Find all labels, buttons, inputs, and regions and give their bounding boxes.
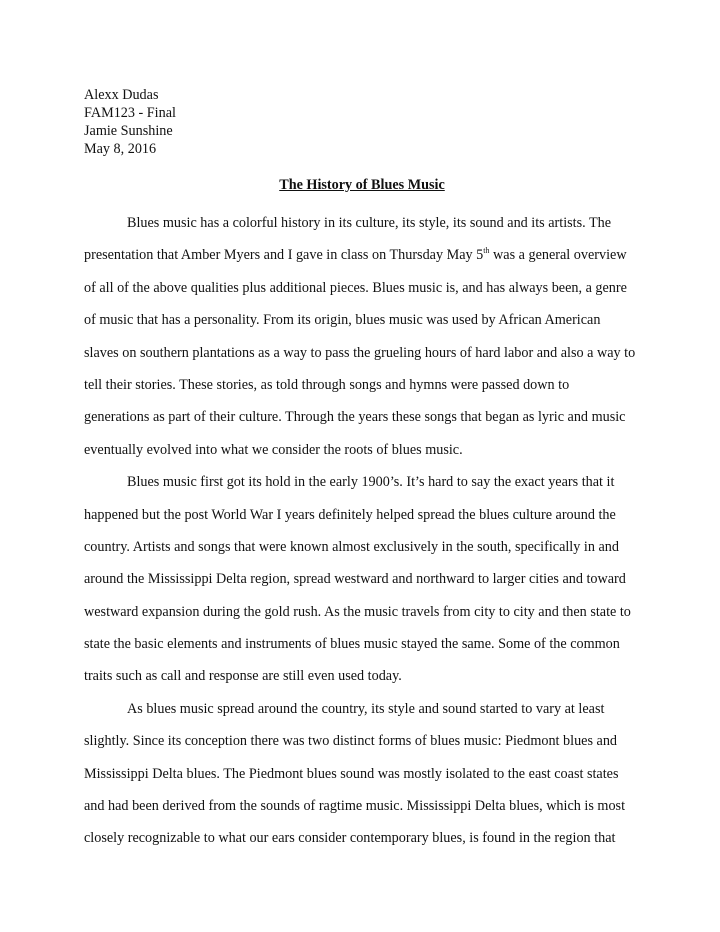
course-name: FAM123 - Final [84, 105, 176, 121]
paragraph-line: and had been derived from the sounds of ragtime music. Mississippi Delta blues, which is most [84, 798, 626, 815]
superscript: th [483, 246, 490, 256]
paragraph-line: of all of the above qualities plus additional pieces. Blues music is, and has always been, a genre [84, 279, 627, 296]
document-page [84, 86, 640, 855]
paragraph-line: Blues music has a colorful history in its culture, its style, its sound and its artists. The [127, 215, 612, 231]
paragraph-line: eventually evolved into what we consider the roots of blues music. [84, 441, 463, 458]
paragraph-line: traits such as call and response are still even used today. [84, 668, 402, 685]
paragraph-line: of music that has a personality. From its origin, blues music was used by African American [84, 312, 601, 329]
text-span: presentation that Amber Myers and I gave in class on Thursday May 5 [84, 247, 484, 264]
paragraph-line: westward expansion during the gold rush. As the music travels from city to city and then state to [84, 603, 631, 620]
paragraph-1 [84, 207, 640, 466]
paragraph-line: happened but the post World War I years definitely helped spread the blues culture around the [84, 506, 616, 523]
paragraph-line: country. Artists and songs that were known almost exclusively in the south, specifically in and [84, 538, 619, 555]
paragraph-line: slightly. Since its conception there was two distinct forms of blues music: Piedmont blues and [84, 733, 618, 750]
paragraph-line: state the basic elements and instruments of blues music stayed the same. Some of the common [84, 636, 620, 653]
paragraph-line: slaves on southern plantations as a way to pass the grueling hours of hard labor and also a way to [84, 344, 636, 361]
document-date: May 8, 2016 [84, 141, 157, 157]
paragraph-2 [84, 466, 640, 693]
paragraph-line: As blues music spread around the country, its style and sound started to vary at least [127, 700, 605, 717]
author-name: Alexx Dudas [84, 87, 159, 103]
paragraph-line: around the Mississippi Delta region, spread westward and northward to larger cities and toward [84, 571, 626, 588]
paragraph-3 [84, 693, 640, 855]
document-title: The History of Blues Music [279, 177, 445, 193]
text-span: was a general overview [489, 247, 627, 264]
paragraph-line: closely recognizable to what our ears consider contemporary blues, is found in the region that [84, 830, 616, 847]
paragraph-line [84, 239, 640, 271]
paragraph-line: generations as part of their culture. Through the years these songs that began as lyric and music [84, 409, 626, 426]
header-block [84, 86, 640, 158]
paragraph-line: Mississippi Delta blues. The Piedmont blues sound was mostly isolated to the east coast states [84, 765, 619, 782]
paragraph-line: Blues music first got its hold in the early 1900’s. It’s hard to say the exact years that it [127, 474, 615, 491]
paragraph-line: tell their stories. These stories, as told through songs and hymns were passed down to [84, 376, 570, 393]
instructor-name: Jamie Sunshine [84, 123, 173, 139]
